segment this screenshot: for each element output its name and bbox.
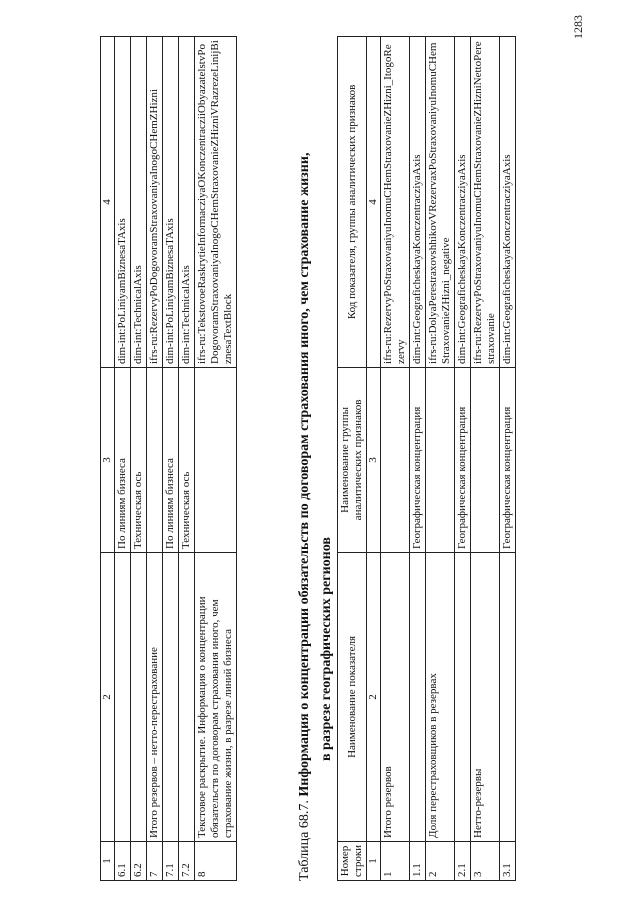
indicator-code: dim-int:GeograficheskayaKonczentracziyaAxis (410, 36, 426, 367)
row-number: 2.1 (455, 841, 471, 880)
column-number: 2 (367, 552, 381, 841)
table-caption (296, 41, 336, 881)
table-row (131, 37, 147, 881)
group-name (147, 368, 163, 553)
indicator-name: Доля перестраховщиков в резервах (426, 552, 455, 841)
table-header-row (338, 36, 367, 880)
indicator-name: Итого резервов (381, 552, 410, 841)
table-row (195, 37, 237, 881)
column-number: 4 (367, 36, 381, 367)
table-caption-number: Таблица 68.7. (297, 800, 312, 881)
indicator-name (131, 553, 147, 842)
page-number: 1283 (571, 15, 585, 39)
table-row (163, 37, 179, 881)
row-number: 2 (426, 841, 455, 880)
column-header: Наименование показателя (338, 552, 367, 841)
table-caption-title-line2: в разрезе географических регионов (319, 537, 334, 761)
column-header: Код показателя, группы аналитических признаков (338, 36, 367, 367)
indicator-name (115, 553, 131, 842)
group-name: Техническая ось (131, 368, 147, 553)
column-header: Номер строки (338, 841, 367, 880)
indicator-name (500, 552, 516, 841)
table-column-numbers (101, 37, 115, 881)
indicator-code: dim-int:PoLiniyamBiznesaTAxis (115, 37, 131, 368)
table-row (455, 36, 471, 880)
table-row (115, 37, 131, 881)
table-row (471, 36, 500, 880)
group-name: По линиям бизнеса (163, 368, 179, 553)
table-row (500, 36, 516, 880)
indicator-name: Итого резервов – нетто-перестрахование (147, 553, 163, 842)
group-name (426, 367, 455, 552)
table-row (381, 36, 410, 880)
indicator-name (179, 553, 195, 842)
table-continuation (100, 36, 237, 881)
group-name: Техническая ось (179, 368, 195, 553)
row-number: 7 (147, 842, 163, 881)
table-row (147, 37, 163, 881)
table-geographic-concentration (337, 36, 516, 881)
group-name: Географическая концентрация (410, 367, 426, 552)
indicator-code: dim-int:PoLiniyamBiznesaTAxis (163, 37, 179, 368)
indicator-name: Нетто-резервы (471, 552, 500, 841)
group-name: По линиям бизнеса (115, 368, 131, 553)
indicator-code: ifrs-ru:RezervyPoStraxovaniyuInomuCHemStraxovanieZHizniNettoPerestraxovanie (471, 36, 500, 367)
group-name (195, 368, 237, 553)
indicator-name (455, 552, 471, 841)
row-number: 6.2 (131, 842, 147, 881)
table-row (426, 36, 455, 880)
table-column-numbers (367, 36, 381, 880)
group-name: Географическая концентрация (455, 367, 471, 552)
indicator-code: ifrs-ru:RezervyPoStraxovaniyuInomuCHemStraxovanieZHizni_ItogoRezervy (381, 36, 410, 367)
group-name (471, 367, 500, 552)
column-number: 3 (101, 368, 115, 553)
row-number: 1 (381, 841, 410, 880)
column-number: 2 (101, 553, 115, 842)
row-number: 8 (195, 842, 237, 881)
indicator-code: dim-int:GeograficheskayaKonczentracziyaAxis (455, 36, 471, 367)
indicator-code: dim-int:TechnicalAxis (179, 37, 195, 368)
indicator-name (163, 553, 179, 842)
group-name (381, 367, 410, 552)
indicator-code: ifrs-ru:TekstovoeRaskrytieInformacziyaOKonczentracziiObyazatelstvPoDogovoramStraxovaniyaInogoCHemStraxovanieZHizniVRazrezeLinijBiznesaTextBlock (195, 37, 237, 368)
row-number: 6.1 (115, 842, 131, 881)
table-row (179, 37, 195, 881)
column-number: 1 (367, 841, 381, 880)
indicator-code: ifrs-ru:RezervyPoDogovoramStraxovaniyaInogoCHemZHizni (147, 37, 163, 368)
indicator-name: Текстовое раскрытие. Информация о концентрации обязательств по договорам страхования иного, чем страхование жизни, в разрезе линий бизнеса (195, 553, 237, 842)
indicator-code: dim-int:GeograficheskayaKonczentracziyaAxis (500, 36, 516, 367)
column-number: 1 (101, 842, 115, 881)
indicator-name (410, 552, 426, 841)
row-number: 7.2 (179, 842, 195, 881)
table-row (410, 36, 426, 880)
indicator-code: dim-int:TechnicalAxis (131, 37, 147, 368)
column-number: 3 (367, 367, 381, 552)
table-caption-title: Информация о концентрации обязательств по договорам страхования иного, чем страхование жизни, (297, 152, 312, 797)
column-header: Наименование группы аналитических признаков (338, 367, 367, 552)
indicator-code: ifrs-ru:DolyaPerestraxovshhikovVRezervaxPoStraxovaniyuInomuCHemStraxovanieZHizni_negative (426, 36, 455, 367)
column-number: 4 (101, 37, 115, 368)
row-number: 3.1 (500, 841, 516, 880)
row-number: 7.1 (163, 842, 179, 881)
group-name: Географическая концентрация (500, 367, 516, 552)
row-number: 3 (471, 841, 500, 880)
row-number: 1.1 (410, 841, 426, 880)
